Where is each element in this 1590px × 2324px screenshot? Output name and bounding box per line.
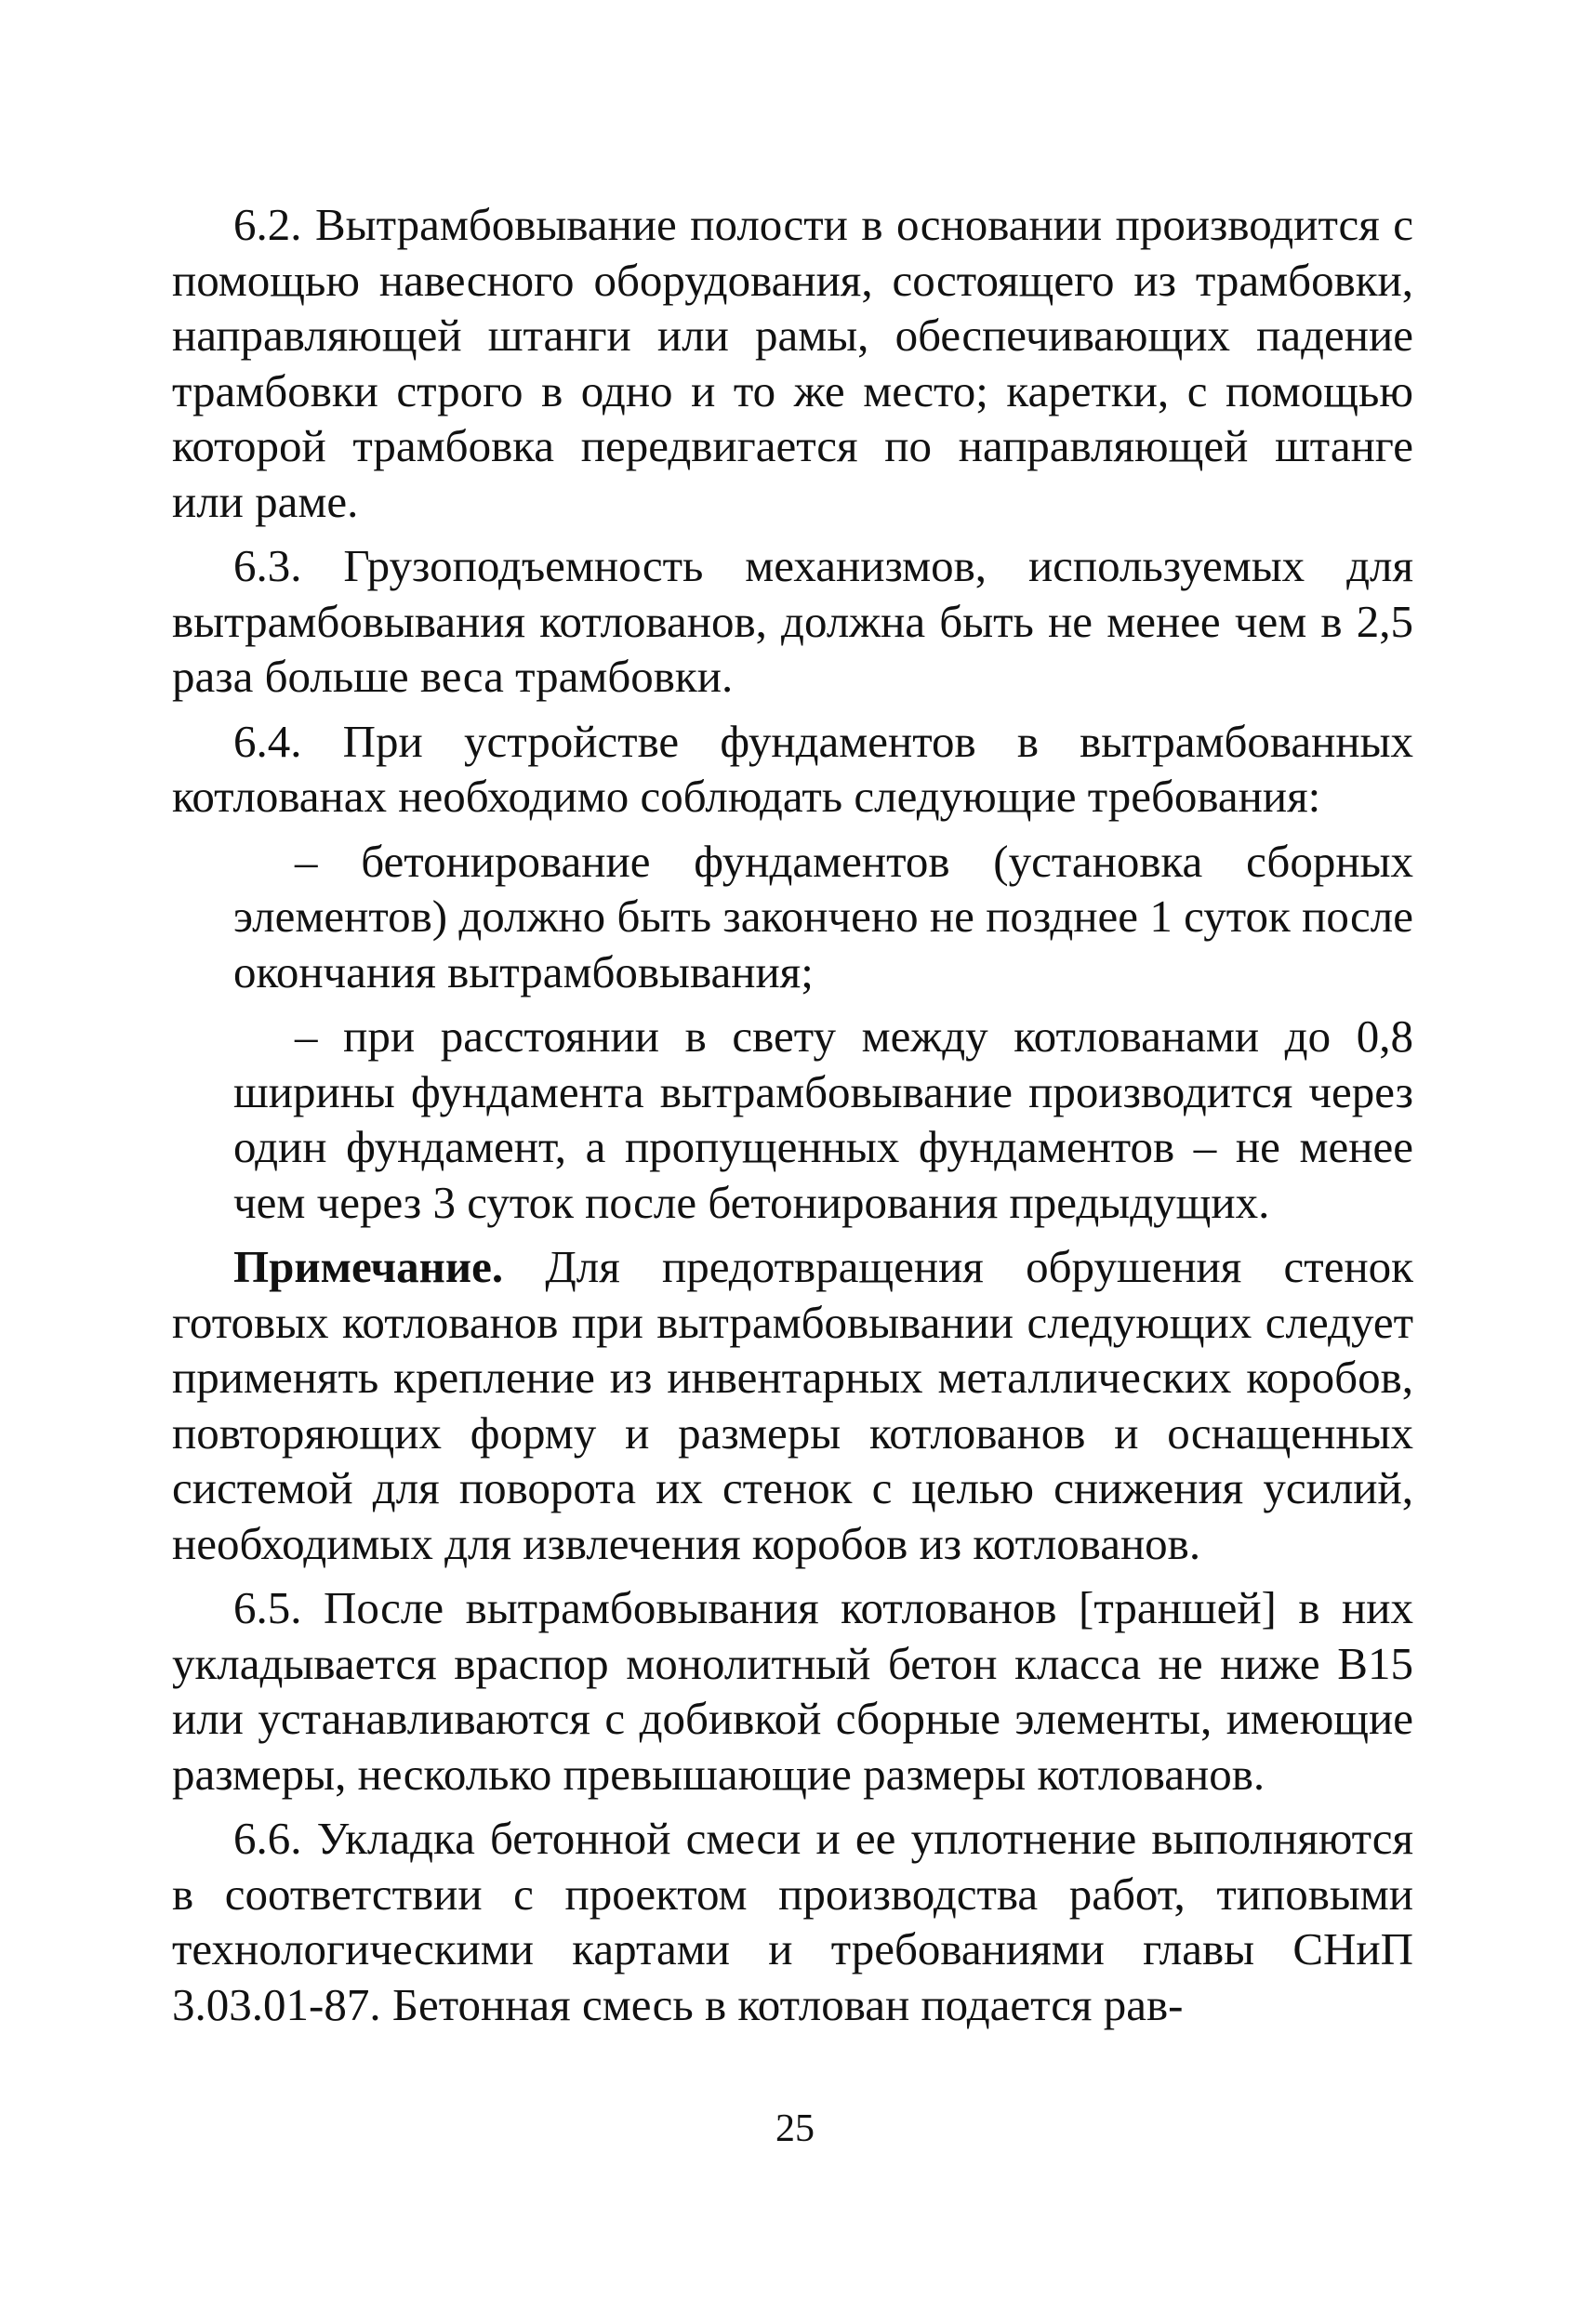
- paragraph-6-3: 6.3. Грузоподъемность механизмов, используемых для вытрамбовывания котлованов, должна быть не менее чем в 2,5 раза больше веса трамбовки.: [172, 540, 1413, 702]
- requirement-item-2: – при расстоянии в свету между котлованами до 0,8 ширины фундамента вытрамбовывание производится через один фундамент, а пропущенных фундаментов – не менее чем через 3 суток после бетонирования предыдущих.: [233, 1010, 1413, 1228]
- note-paragraph: [172, 1239, 1413, 1571]
- note-text: Для предотвращения обрушения стенок готовых котлованов при вытрамбовывании следующих следует применять крепление из инвентарных металлических коробов, повторяющих форму и размеры котлованов и оснащенных системой для поворота их стенок с целью снижения усилий, необходимых для извлечения коробов из котлованов.: [172, 1241, 1413, 1569]
- paragraph-6-5: 6.5. После вытрамбовывания котлованов [траншей] в них укладывается враспор монолитный бетон класса не ниже В15 или устанавливаются с добивкой сборные элементы, имеющие размеры, несколько превышающие размеры котлованов.: [172, 1582, 1413, 1800]
- requirement-item-1: – бетонирование фундаментов (установка сборных элементов) должно быть закончено не позднее 1 суток после окончания вытрамбовывания;: [233, 835, 1413, 997]
- paragraph-6-6: 6.6. Укладка бетонной смеси и ее уплотнение выполняются в соответствии с проектом производства работ, типовыми технологическими картами и требованиями главы СНиП 3.03.01-87. Бетонная смесь в котлован подается рав-: [172, 1813, 1413, 2030]
- note-label: Примечание.: [233, 1241, 504, 1292]
- paragraph-6-2: 6.2. Вытрамбовывание полости в основании производится с помощью навесного оборудования, состоящего из трамбовки, направляющей штанги или рамы, обеспечивающих падение трамбовки строго в одно и то же место; каретки, с помощью которой трамбовка передвигается по направляющей штанге или раме.: [172, 199, 1413, 527]
- page-body: [172, 197, 1413, 2041]
- paragraph-6-4: 6.4. При устройстве фундаментов в вытрамбованных котлованах необходимо соблюдать следующие требования:: [172, 715, 1413, 822]
- page-number: 25: [775, 2107, 815, 2150]
